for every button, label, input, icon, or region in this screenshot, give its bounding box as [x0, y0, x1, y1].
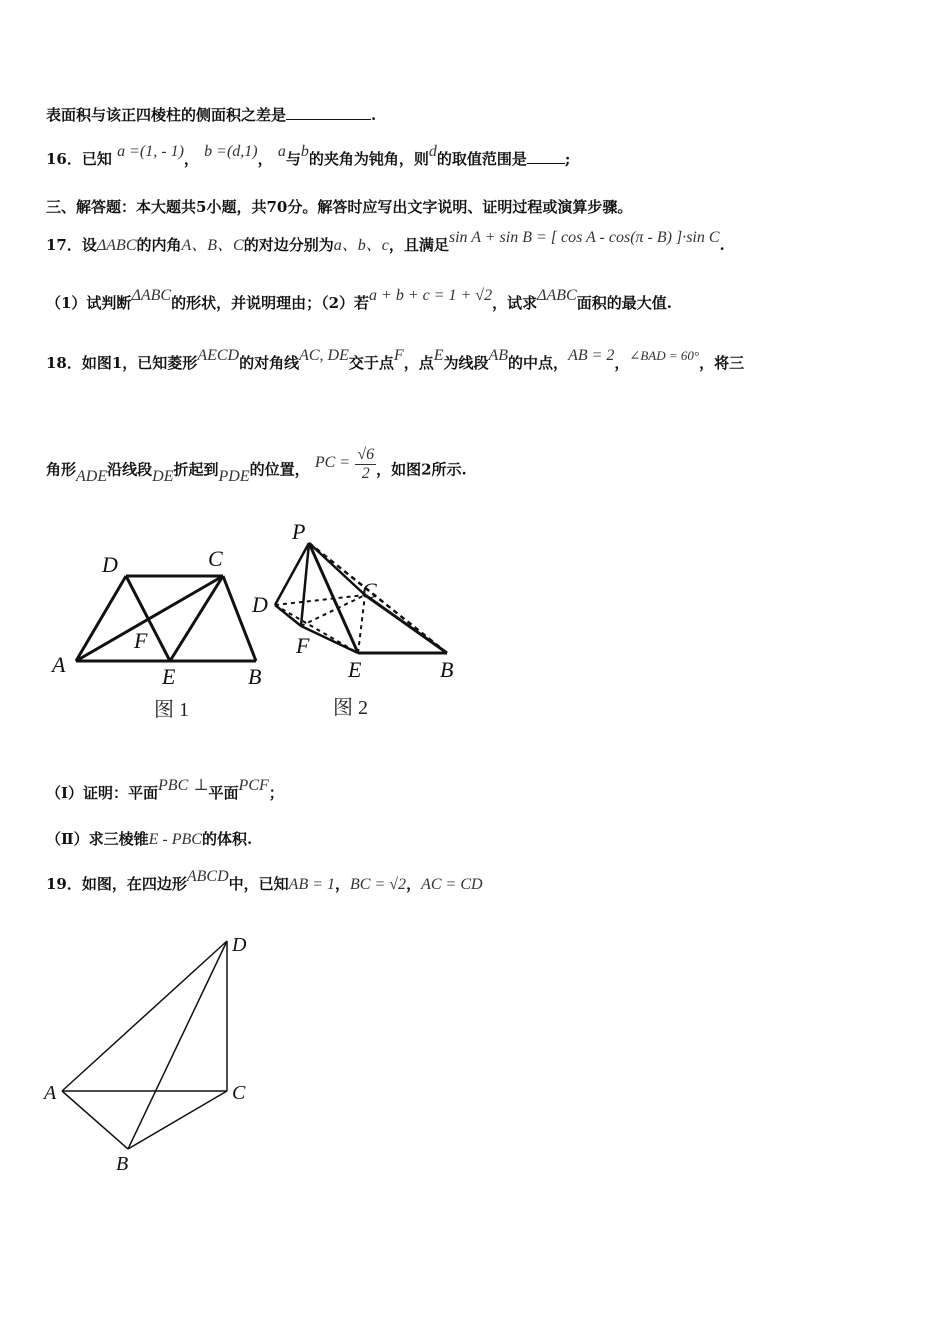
question-16 — [46, 143, 571, 169]
q17-text: 的内角 — [136, 236, 182, 254]
question-17-parts — [46, 287, 672, 313]
label-c2: C — [362, 578, 377, 603]
edge-pb — [309, 543, 447, 653]
figure-1-2 — [46, 510, 476, 740]
q16-text: 的夹角为钝角，则 — [308, 150, 429, 168]
angle-bad: ∠BAD = 60° — [629, 348, 700, 363]
label-a3: A — [44, 1082, 57, 1104]
q17-label: 17．设 — [46, 236, 97, 254]
comma: ， — [335, 875, 351, 893]
var-d: d — [428, 143, 437, 160]
q18-text: 的对角线 — [239, 354, 300, 372]
condition-equation: sin A + sin B = [ cos A - cos(π - B) ]·sin C — [448, 229, 720, 246]
triangle-pde: PDE — [218, 467, 250, 485]
edge-cb — [365, 595, 447, 653]
pc-numerator: √6 — [357, 446, 375, 463]
q18-part1-text: （Ⅰ）证明：平面 — [46, 784, 159, 802]
label-b: B — [248, 664, 262, 689]
rhombus-aecd: AECD — [197, 347, 240, 364]
pyramid-e-pbc: E - PBC — [148, 831, 202, 848]
caption-figure-2: 图 2 — [333, 697, 368, 719]
q15-tail — [46, 104, 376, 125]
perpendicular-symbol: ⊥ — [193, 777, 209, 794]
q18-text: ，点 — [403, 354, 434, 372]
figure-quadrilateral — [40, 925, 270, 1180]
sides: a、b、c — [333, 237, 389, 254]
q19-text: 中，已知 — [228, 875, 289, 893]
ab-length: AB = 2 — [568, 347, 615, 364]
edge-fe — [301, 626, 358, 653]
edge-ce — [170, 576, 223, 661]
label-c3: C — [232, 1082, 246, 1104]
q17-text: 的形状，并说明理由；（2）若 — [171, 294, 370, 312]
question-19 — [46, 868, 483, 894]
section-heading: 三、解答题：本大题共5小题，共70分。解答时应写出文字说明、证明过程或演算步骤。 — [46, 198, 633, 216]
label-e2: E — [348, 657, 362, 682]
q17-text: ，且满足 — [388, 236, 449, 254]
q18-text: ，如图2所示. — [376, 460, 467, 479]
period: . — [371, 106, 377, 124]
angles: A、B、C — [181, 237, 244, 254]
q18-text: 的中点， — [508, 354, 569, 372]
q18-part2-text: 的体积. — [201, 830, 253, 848]
q18-label: 18．如图1，已知菱形 — [46, 354, 198, 372]
edge-dc — [275, 595, 365, 605]
edge-ec — [358, 595, 365, 653]
q18-text: 角形 — [46, 460, 77, 479]
semicolon: ; — [564, 150, 571, 168]
edge-df — [275, 605, 301, 626]
question-18-cont — [46, 446, 467, 489]
q18-text: 交于点 — [348, 354, 394, 372]
triangle-abc: ΔABC — [131, 287, 172, 304]
segment-ab: AB — [488, 347, 509, 364]
var-a: a — [277, 143, 286, 160]
label-d: D — [102, 552, 118, 577]
q18-part2-text: （Ⅱ）求三棱锥 — [46, 830, 149, 848]
ab-length: AB = 1 — [288, 876, 336, 893]
answer-blank — [286, 107, 371, 120]
label-b2: B — [440, 657, 454, 682]
vector-a-expr: a =(1, - 1) — [117, 143, 184, 160]
caption-figure-1: 图 1 — [154, 699, 189, 721]
comma: ， — [183, 150, 199, 168]
label-d2: D — [252, 592, 268, 617]
q18-text: 沿线段 — [107, 460, 153, 479]
plane-pcf: PCF — [238, 777, 269, 794]
q17-text: 面积的最大值. — [576, 294, 672, 312]
pc-fraction — [355, 446, 376, 483]
q17-text: ，试求 — [492, 294, 538, 312]
segment-de: DE — [152, 467, 174, 485]
label-p: P — [292, 519, 306, 544]
q15-tail-text: 表面积与该正四棱柱的侧面积之差是 — [46, 106, 287, 124]
vector-b-expr: b =(d,1) — [204, 143, 258, 160]
triangle-ade: ADE — [76, 467, 108, 485]
question-18 — [46, 347, 745, 373]
q18-text: 的位置， — [249, 460, 310, 479]
label-f2: F — [296, 633, 310, 658]
plane-pbc: PBC — [158, 777, 189, 794]
question-17 — [46, 229, 725, 255]
edge-de — [275, 605, 358, 653]
pc-denominator: 2 — [361, 465, 370, 482]
semicolon: ； — [268, 784, 284, 802]
edge-cb — [223, 576, 256, 661]
comma: ， — [257, 150, 273, 168]
q19-label: 19．如图，在四边形 — [46, 875, 187, 893]
point-f: F — [393, 347, 404, 364]
diagonal-de — [126, 576, 170, 661]
point-e: E — [433, 347, 444, 364]
q18-text: 折起到 — [173, 460, 219, 479]
perimeter-condition: a + b + c = 1 + √2 — [369, 287, 493, 304]
q16-text: 的取值范围是 — [436, 150, 527, 168]
label-f: F — [134, 628, 148, 653]
question-18-part-2 — [46, 828, 252, 849]
q18-text: 为线段 — [443, 354, 489, 372]
question-18-part-1 — [46, 777, 284, 803]
diagonals: AC, DE — [299, 347, 349, 364]
triangle-abc: ΔABC — [537, 287, 577, 304]
comma: ， — [406, 875, 422, 893]
answer-blank — [527, 151, 565, 164]
edge-ab — [62, 1091, 128, 1149]
label-d3: D — [232, 934, 247, 956]
diagonal-bd — [128, 941, 227, 1149]
label-c: C — [208, 546, 223, 571]
q18-text: ，将三 — [699, 354, 745, 372]
figure-1 — [76, 576, 256, 661]
q16-text: 与 — [285, 150, 301, 168]
edge-ad — [62, 941, 227, 1091]
label-e: E — [162, 664, 176, 689]
edge-bc — [128, 1091, 227, 1149]
var-b: b — [300, 143, 309, 160]
comma: ， — [614, 354, 630, 372]
pc-label: PC = — [314, 453, 351, 471]
q17-part1: （1）试判断 — [46, 294, 132, 312]
q16-label: 16．已知 — [46, 150, 112, 168]
ac-equals-cd: AC = CD — [421, 876, 483, 893]
bc-length: BC = √2 — [350, 876, 407, 893]
label-a: A — [52, 652, 66, 677]
q17-text: 的对边分别为 — [243, 236, 334, 254]
quadrilateral-abcd: ABCD — [186, 868, 229, 885]
label-b3: B — [116, 1153, 129, 1175]
q18-part1-text: 平面 — [208, 784, 239, 802]
period: . — [719, 236, 725, 254]
triangle-abc: ΔABC — [96, 237, 137, 254]
